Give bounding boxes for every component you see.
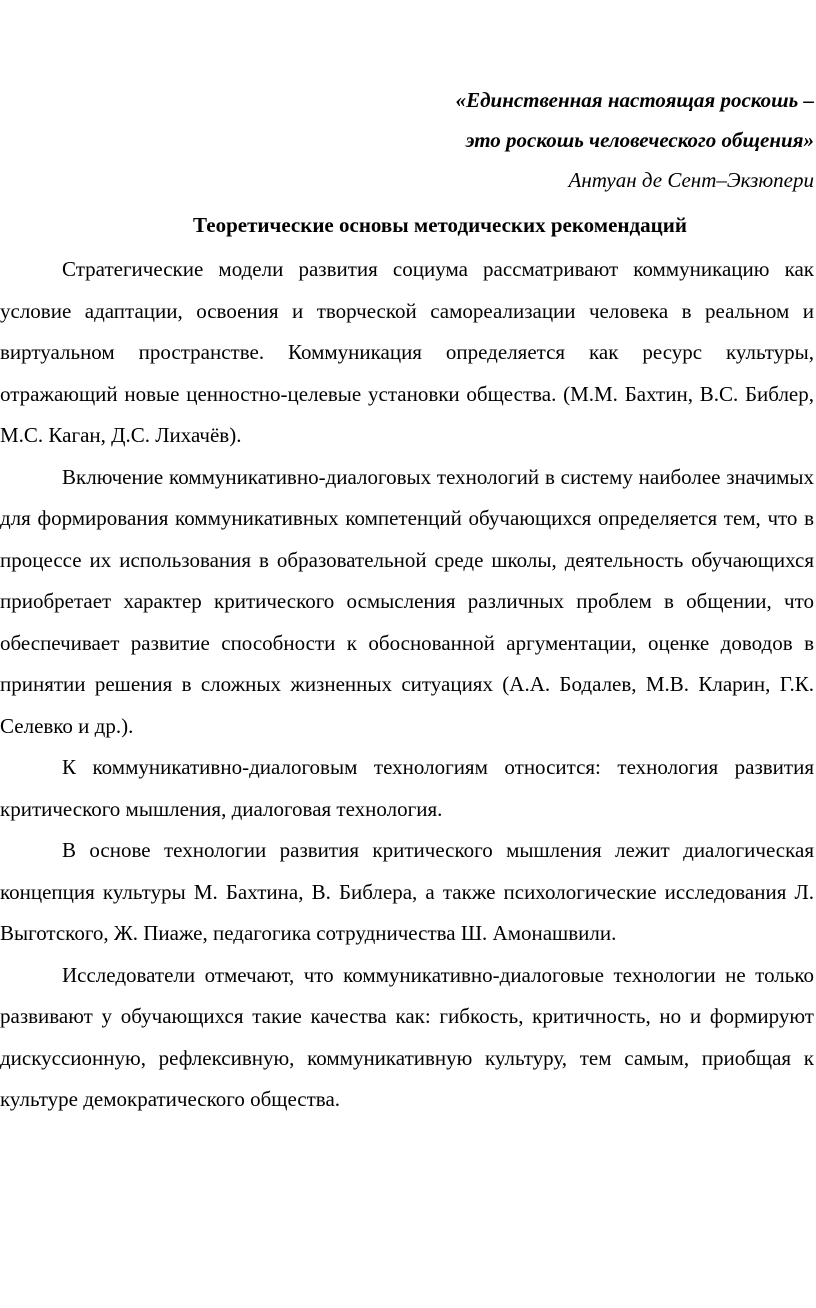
body-text <box>0 249 814 1121</box>
paragraph-communication-models: Стратегические модели развития социума рассматривают коммуникацию как условие адаптации, освоения и творческой самореализации человека в реальном и виртуальном пространстве. Коммуникация определяется как ресурс культуры, отражающий новые ценностно-целевые установки общества. (М.М. Бахтин, В.С. Библер, М.С. Каган, Д.С. Лихачёв). <box>0 257 814 447</box>
paragraph-technology-list: К коммуникативно-диалоговым технологиям относится: технология развития критического мышления, диалоговая технология. <box>0 755 814 821</box>
epigraph-quote-line-2: это роскошь человеческого общения» <box>465 128 814 152</box>
paragraph-researchers-note: Исследователи отмечают, что коммуникативно-диалоговые технологии не только развивают у обучающихся такие качества как: гибкость, критичность, но и формируют дискуссионную, рефлексивную, коммуникативную культуру, тем самым, приобщая к культуре демократического общества. <box>0 962 814 1111</box>
epigraph-author: Антуан де Сент–Экзюпери <box>568 168 814 192</box>
epigraph-quote-line-1: «Единственная настоящая роскошь – <box>455 88 814 112</box>
section-heading: Теоретические основы методических рекомендаций <box>193 213 687 237</box>
paragraph-dialogue-technologies: Включение коммуникативно-диалоговых технологий в систему наиболее значимых для формирования коммуникативных компетенций обучающихся определяется тем, что в процессе их использования в образовательной среде школы, деятельность обучающихся приобретает характер критического осмысления различных проблем в общении, что обеспечивает развитие способности к обоснованной аргументации, оценке доводов в принятии решения в сложных жизненных ситуациях (А.А. Бодалев, М.В. Кларин, Г.К. Селевко и др.). <box>0 464 814 738</box>
paragraph-critical-thinking-basis: В основе технологии развития критического мышления лежит диалогическая концепция культуры М. Бахтина, В. Библера, а также психологические исследования Л. Выготского, Ж. Пиаже, педагогика сотрудничества Ш. Амонашвили. <box>0 838 814 945</box>
epigraph <box>0 80 814 200</box>
